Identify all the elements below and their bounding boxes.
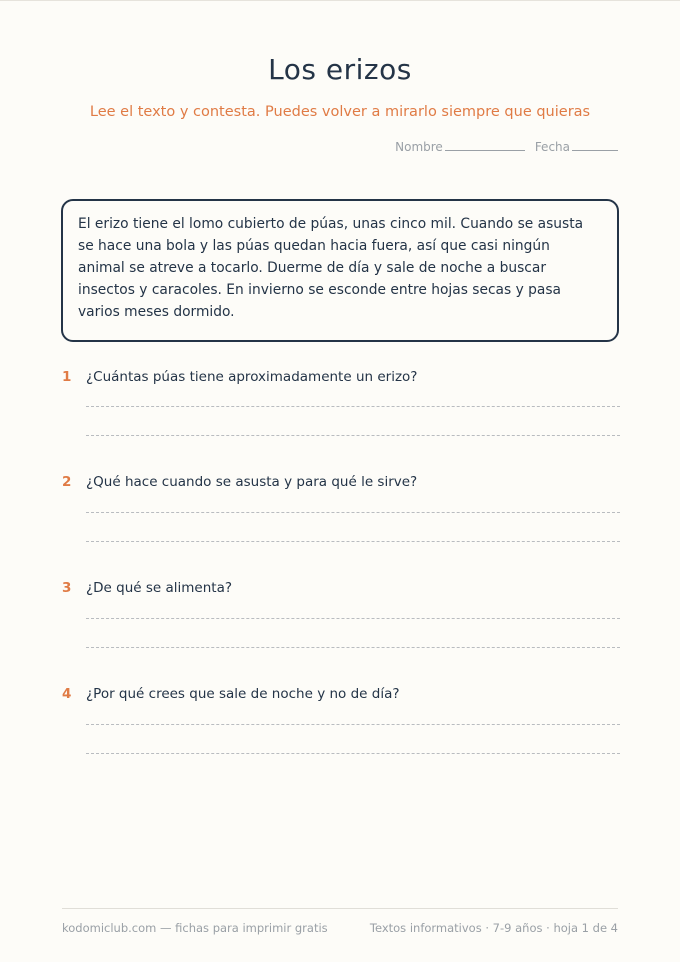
footer-page-info: Textos informativos · 7-9 años · hoja 1 de 4 bbox=[369, 921, 618, 935]
question-3 bbox=[62, 580, 620, 596]
answer-line[interactable] bbox=[86, 512, 620, 513]
reading-passage: El erizo tiene el lomo cubierto de púas, unas cinco mil. Cuando se asusta se hace una bola y las púas quedan hacia fuera, así que casi ningún animal se atreve a tocarlo. Duerme de día y sale de noche a buscar insectos y caracoles. En invierno se esconde entre hojas secas y pasa varios meses dormido. bbox=[78, 216, 584, 320]
answer-line[interactable] bbox=[86, 541, 620, 542]
answer-line[interactable] bbox=[86, 406, 620, 407]
question-text: ¿Qué hace cuando se asusta y para qué le sirve? bbox=[86, 474, 418, 490]
question-4 bbox=[62, 686, 620, 702]
name-blank-line[interactable] bbox=[445, 149, 525, 151]
student-info bbox=[395, 140, 618, 154]
footer-site: kodomiclub.com — fichas para imprimir gratis bbox=[62, 921, 328, 935]
question-number: 1 bbox=[62, 369, 72, 385]
question-number: 4 bbox=[62, 686, 72, 702]
question-number: 3 bbox=[62, 580, 72, 596]
footer-divider bbox=[62, 908, 618, 909]
question-1 bbox=[62, 369, 620, 385]
answer-line[interactable] bbox=[86, 618, 620, 619]
question-text: ¿Por qué crees que sale de noche y no de día? bbox=[86, 686, 400, 702]
question-2 bbox=[62, 474, 620, 490]
date-label: Fecha bbox=[534, 140, 570, 154]
answer-line[interactable] bbox=[86, 753, 620, 754]
question-text: ¿Cuántas púas tiene aproximadamente un erizo? bbox=[86, 369, 418, 385]
page-title: Los erizos bbox=[268, 53, 412, 86]
date-blank-line[interactable] bbox=[572, 149, 618, 151]
answer-line[interactable] bbox=[86, 647, 620, 648]
question-text: ¿De qué se alimenta? bbox=[86, 580, 233, 596]
reading-passage-box bbox=[61, 199, 619, 342]
name-field[interactable] bbox=[395, 140, 525, 154]
date-field[interactable] bbox=[535, 140, 618, 154]
instructions: Lee el texto y contesta. Puedes volver a mirarlo siempre que quieras bbox=[89, 104, 591, 120]
name-label: Nombre bbox=[395, 140, 443, 154]
answer-line[interactable] bbox=[86, 724, 620, 725]
answer-line[interactable] bbox=[86, 435, 620, 436]
question-number: 2 bbox=[62, 474, 72, 490]
footer bbox=[62, 921, 618, 935]
